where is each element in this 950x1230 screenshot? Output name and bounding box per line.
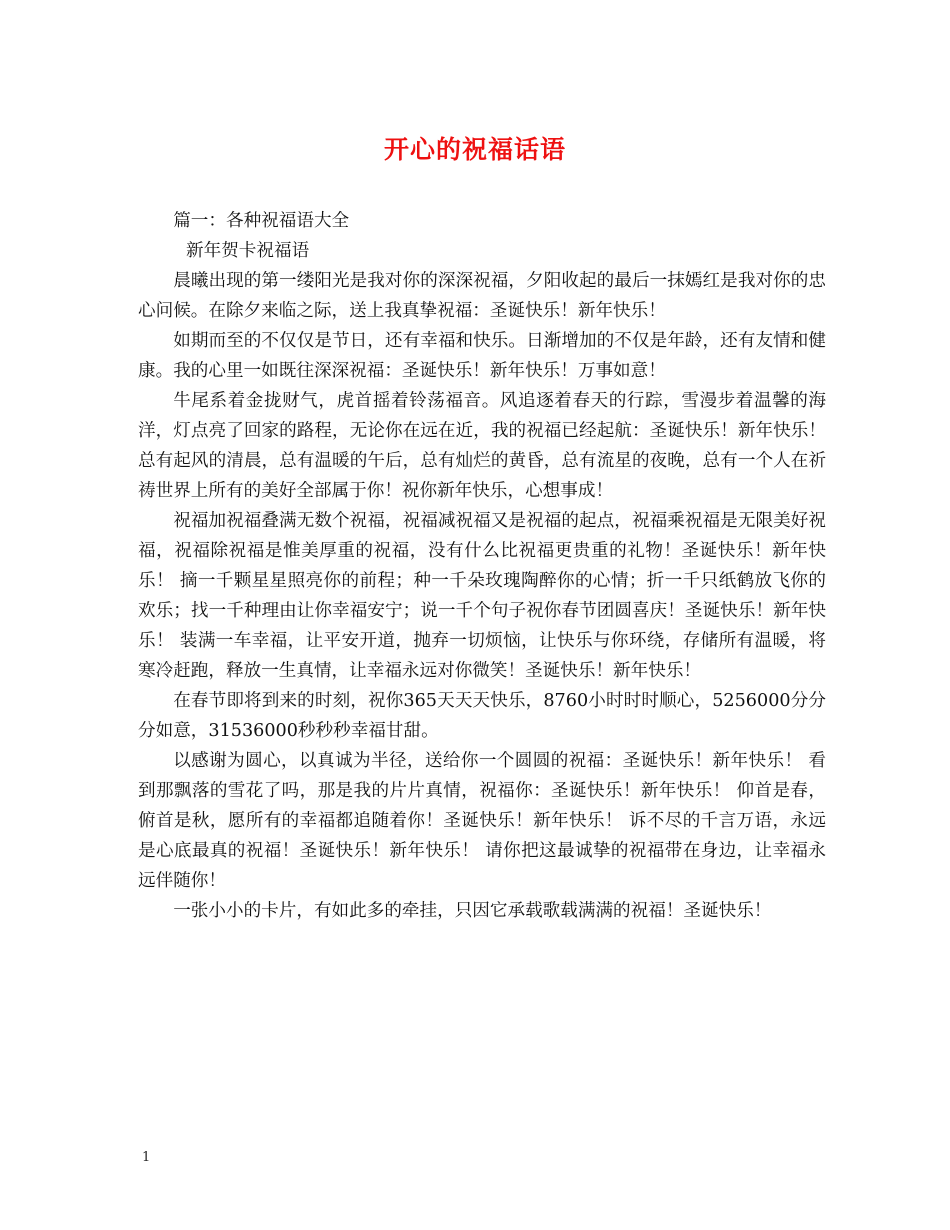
document-body — [138, 206, 826, 926]
section-heading: 篇一：各种祝福语大全 — [173, 211, 350, 231]
body-paragraph: 如期而至的不仅仅是节日，还有幸福和快乐。日渐增加的不仅是年龄，还有友情和健康。我的心里一如既往深深祝福：圣诞快乐！新年快乐！万事如意！ — [138, 331, 826, 381]
sub-heading: 新年贺卡祝福语 — [186, 241, 310, 261]
document-title: 开心的祝福话语 — [383, 135, 566, 164]
body-paragraph: 以感谢为圆心，以真诚为半径，送给你一个圆圆的祝福：圣诞快乐！新年快乐！ 看到那飘落的雪花了吗，那是我的片片真情，祝福你：圣诞快乐！新年快乐！ 仰首是春，俯首是秋，愿所有的幸福都追随着你！圣诞快乐！新年快乐！ 诉不尽的千言万语，永远是心底最真的祝福！圣诞快乐！新年快乐！ 请你把这最诚挚的祝福带在身边，让幸福永远伴随你！ — [138, 751, 826, 891]
body-paragraph: 在春节即将到来的时刻，祝你365天天天快乐，8760小时时时顺心，5256000分分分如意，31536000秒秒秒幸福甘甜。 — [138, 691, 826, 741]
body-paragraph: 晨曦出现的第一缕阳光是我对你的深深祝福，夕阳收起的最后一抹嫣红是我对你的忠心问候。在除夕来临之际，送上我真挚祝福：圣诞快乐！新年快乐！ — [138, 271, 826, 321]
body-paragraph: 一张小小的卡片，有如此多的牵挂，只因它承载歌载满满的祝福！圣诞快乐！ — [173, 901, 772, 921]
page-number: 1 — [142, 1150, 151, 1165]
body-paragraph: 祝福加祝福叠满无数个祝福，祝福减祝福又是祝福的起点，祝福乘祝福是无限美好祝福，祝福除祝福是惟美厚重的祝福，没有什么比祝福更贵重的礼物！圣诞快乐！新年快乐！ 摘一千颗星星照亮你的前程；种一千朵玫瑰陶醉你的心情；折一千只纸鹤放飞你的欢乐；找一千种理由让你幸福安宁；说一千个句子祝你春节团圆喜庆！圣诞快乐！新年快乐！ 装满一车幸福，让平安开道，抛弃一切烦恼，让快乐与你环绕，存储所有温暖，将寒冷赶跑，释放一生真情，让幸福永远对你微笑！圣诞快乐！新年快乐！ — [138, 511, 826, 681]
body-paragraph: 牛尾系着金拢财气，虎首摇着铃荡福音。风追逐着春天的行踪，雪漫步着温馨的海洋，灯点亮了回家的路程，无论你在远在近，我的祝福已经起航：圣诞快乐！新年快乐！ 总有起风的清晨，总有温暖的午后，总有灿烂的黄昏，总有流星的夜晚，总有一个人在祈祷世界上所有的美好全部属于你！祝你新年快乐，心想事成！ — [138, 391, 826, 501]
